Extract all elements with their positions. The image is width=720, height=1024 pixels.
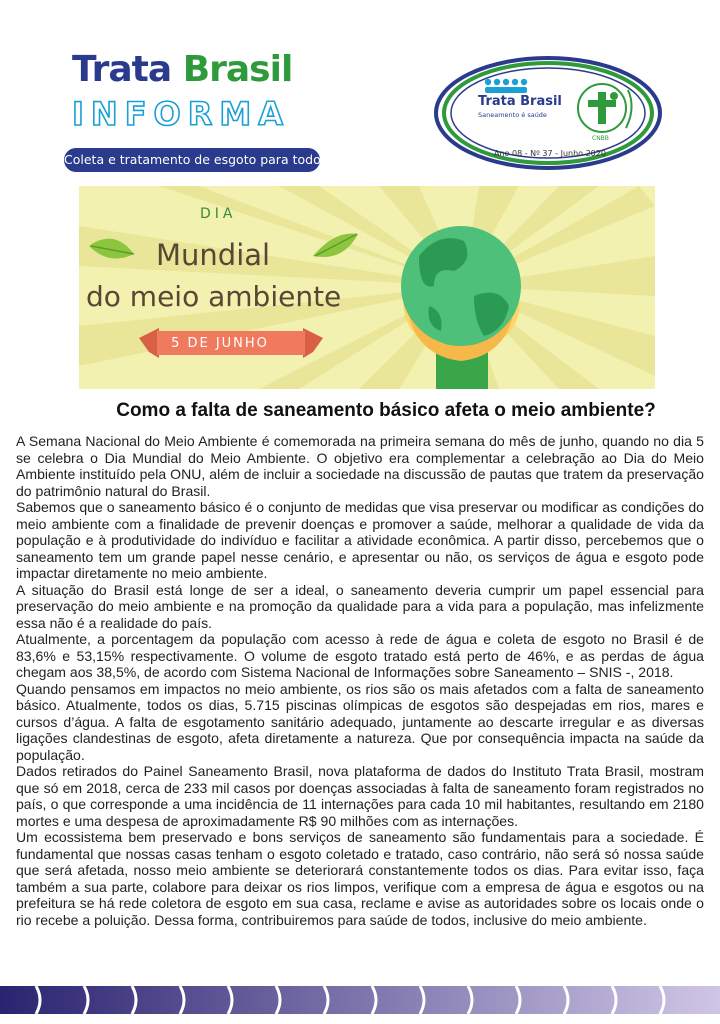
article-paragraph: Sabemos que o saneamento básico é o conjunto de medidas que visa preservar ou modificar as condições do meio ambiente com a finalidade de prevenir doenças e promover a saúde, melhorar a qualidade de vida da população e à produtividade do indivíduo e facilitar a atividade econômica. A partir disso, percebemos que o saneamento tem um grande papel nesse cenário, e apresentar ou não, os serviços de água e esgoto pode impactar diretamente no meio ambiente.	[16, 499, 704, 581]
article-paragraph: A Semana Nacional do Meio Ambiente é comemorada na primeira semana do mês de junho, quando no dia 5 se celebra o Dia Mundial do Meio Ambiente. O objetivo era complementar a celebração ao Dia do Meio Ambiente instituído pela ONU, além de incluir a sociedade na discussão de pautas que tratem da preservação do patrimônio natural do Brasil.	[16, 433, 704, 499]
article-paragraph: A situação do Brasil está longe de ser a ideal, o saneamento deveria cumprir um papel essencial para preservação do meio ambiente e na promoção da qualidade para a vida para a população, mas infelizmente essa não é a realidade do país.	[16, 581, 704, 631]
article-paragraph: Quando pensamos em impactos no meio ambiente, os rios são os mais afetados com a falta de saneamento básico. Atualmente, todos os dias, 5.715 piscinas olímpicas de esgotos são despejadas em rios, mares e cursos d’água. A falta de esgotamento sanitário adequado, juntamente ao descarte irregular e as diversas ligações clandestinas de esgoto, afeta diretamente a natureza. Que por consequência impacta na saúde da população.	[16, 680, 704, 763]
article-paragraph: Um ecossistema bem preservado e bons serviços de saneamento são fundamentais para a sociedade. É fundamental que nossas casas tenham o esgoto coletado e tratado, caso contrário, não será só nossa saúde que será afetada, nosso meio ambiente se deteriorará constantemente todos os dias. Para evitar isso, faça também a sua parte, colabore para deixar os rios limpos, verifique com a empresa de água e esgotos ou na prefeitura se há rede coletora de esgoto em sua casa, reclame e avise as autoridades sobre os locais onde o rio recebe a poluição. Dessa forma, contribuiremos para saúde de todos, inclusive do meio ambiente.	[16, 829, 704, 928]
partner-seal	[432, 52, 664, 174]
brand-title-part1: Trata	[72, 49, 183, 90]
banner-date: 5 DE JUNHO	[171, 336, 269, 351]
banner-line-2: Mundial	[156, 238, 271, 272]
seal-logo-sub: Saneamento é saúde	[478, 111, 547, 119]
brand-title	[72, 50, 320, 90]
seal-partner-sub: CNBB	[592, 135, 609, 142]
brand-title-part2: Brasil	[182, 49, 293, 90]
issue-info: Ano 08 - Nº 37 - Junho 2020	[494, 149, 606, 158]
footer-decorative-bar	[0, 986, 720, 1014]
article-headline: Como a falta de saneamento básico afeta o meio ambiente?	[116, 400, 656, 421]
banner-line-1: DIA	[200, 206, 237, 222]
tagline-pill: Coleta e tratamento de esgoto para todos!	[64, 148, 320, 172]
article-paragraph: Atualmente, a porcentagem da população com acesso à rede de água e coleta de esgoto no Brasil é de 83,6% e 53,15% respectivamente. O volume de esgoto tratado está perto de 46%, e as perdas de água chegam aos 38,5%, de acordo com Sistema Nacional de Informações sobre Saneamento – SNIS -, 2018.	[16, 631, 704, 680]
article-body	[16, 433, 704, 928]
article-paragraph: Dados retirados do Painel Saneamento Brasil, nova plataforma de dados do Instituto Trata Brasil, mostram que só em 2018, cerca de 233 mil casos por doenças associadas à falta de saneamento foram registrados no país, o que corresponde a uma incidência de 11 internações para cada 10 mil habitantes, resultando em 2180 mortes e uma despesa de aproximadamente R$ 90 milhões com as internações.	[16, 763, 704, 829]
brand-subtitle: INFORMA	[72, 95, 290, 133]
brand-logo	[72, 50, 320, 132]
seal-logo-name: Trata Brasil	[478, 94, 562, 109]
banner-line-3: do meio ambiente	[86, 280, 342, 313]
